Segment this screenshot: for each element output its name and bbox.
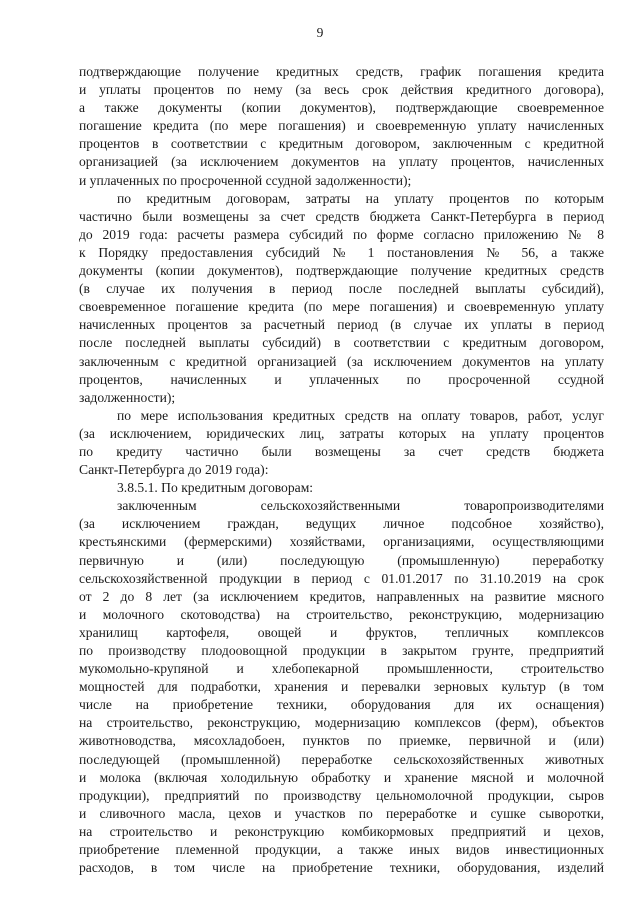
text-line: (в случае их получения в период после последней выплаты субсидий), xyxy=(79,281,604,297)
text-line: и сливочного масла, цехов и участков по переработке и сушке сыворотки, xyxy=(79,805,604,821)
text-line: по кредитным договорам, затраты на уплату процентов по которым xyxy=(117,190,604,206)
text-line: и уплаты процентов по нему (за весь срок действия кредитного договора), xyxy=(79,82,604,98)
text-line: 3.8.5.1. По кредитным договорам: xyxy=(117,480,314,496)
text-line: сельскохозяйственной продукции в период с 01.01.2017 по 31.10.2019 на срок xyxy=(79,570,604,586)
text-line: процентов, начисленных и уплаченных по просроченной ссудной xyxy=(79,371,604,387)
page-number: 9 xyxy=(316,25,324,40)
text-line: на строительство и реконструкцию комбикормовых предприятий и цехов, xyxy=(79,823,604,839)
text-line: к Порядку предоставления субсидий № 1 постановления № 56, а также xyxy=(79,244,604,260)
text-line: по кредиту частично были возмещены за счет средств бюджета xyxy=(79,443,604,459)
text-line: своевременное погашение кредита (по мере погашения) и своевременную уплату xyxy=(79,299,604,315)
text-line: на строительство, реконструкцию, модернизацию комплексов (ферм), объектов xyxy=(79,715,604,731)
text-line: заключенным сельскохозяйственными товаропроизводителями xyxy=(117,498,604,514)
text-line: подтверждающие получение кредитных средств, график погашения кредита xyxy=(79,64,604,79)
text-line: мощностей для подработки, хранения и перевалки зерновых культур (в том xyxy=(79,679,604,695)
text-line: приобретение племенной продукции, а также иных видов инвестиционных xyxy=(79,842,604,858)
text-line: после последней выплаты субсидий) в соответствии с кредитным договором, xyxy=(79,335,604,351)
text-line: начисленных процентов за расчетный период (в случае их уплаты в период xyxy=(79,317,604,333)
text-line: заключенным с кредитной организацией (за исключением документов на уплату xyxy=(79,353,604,369)
text-line: крестьянскими (фермерскими) хозяйствами, организациями, осуществляющими xyxy=(79,534,604,550)
text-line: (за исключением граждан, ведущих личное подсобное хозяйство), xyxy=(79,516,604,532)
text-line: (за исключением, юридических лиц, затраты которых на уплату процентов xyxy=(79,425,604,441)
document-body xyxy=(79,63,604,877)
text-line: от 2 до 8 лет (за исключением кредитов, направленных на развитие мясного xyxy=(79,588,604,604)
text-line: последующей (промышленной) переработке сельскохозяйственных животных xyxy=(79,751,604,767)
text-line: расходов, в том числе на приобретение техники, оборудования, изделий xyxy=(79,860,604,876)
text-line: продукции), предприятий по производству цельномолочной продукции, сыров xyxy=(79,787,604,803)
text-line: до 2019 года: расчеты размера субсидий по форме согласно приложению № 8 xyxy=(79,226,604,242)
text-line: организацией (за исключением документов на уплату процентов, начисленных xyxy=(79,154,604,170)
text-line: а также документы (копии документов), подтверждающие своевременное xyxy=(79,100,604,116)
text-line: процентов в соответствии с кредитным договором, заключенным с кредитной xyxy=(79,136,604,152)
text-line: числе на приобретение техники, оборудования для их оснащения) xyxy=(79,697,604,713)
text-line: животноводства, мясохладобоен, пунктов по приемке, первичной и (или) xyxy=(79,733,604,749)
text-line: первичную и (или) последующую (промышленную) переработку xyxy=(79,552,604,568)
text-line: и молока (включая холодильную обработку и хранение мясной и молочной xyxy=(79,769,604,785)
text-line: частично были возмещены за счет средств бюджета Санкт-Петербурга в период xyxy=(79,208,604,224)
text-line: и молочного скотоводства) на строительство, реконструкцию, модернизацию xyxy=(79,606,604,622)
text-line: задолженности); xyxy=(79,389,176,405)
text-line: по производству плодоовощной продукции в закрытом грунте, предприятий xyxy=(79,643,604,658)
text-line: документы (копии документов), подтверждающие получение кредитных средств xyxy=(79,263,604,279)
text-line: хранилищ картофеля, овощей и фруктов, тепличных комплексов xyxy=(79,624,604,640)
text-line: по мере использования кредитных средств на оплату товаров, работ, услуг xyxy=(117,407,604,423)
text-line: Санкт-Петербурга до 2019 года): xyxy=(79,462,269,478)
text-line: погашение кредита (по мере погашения) и своевременную уплату начисленных xyxy=(79,118,604,134)
text-line: мукомольно-крупяной и хлебопекарной промышленности, строительство xyxy=(79,661,604,677)
text-line: и уплаченных по просроченной ссудной задолженности); xyxy=(79,172,412,188)
